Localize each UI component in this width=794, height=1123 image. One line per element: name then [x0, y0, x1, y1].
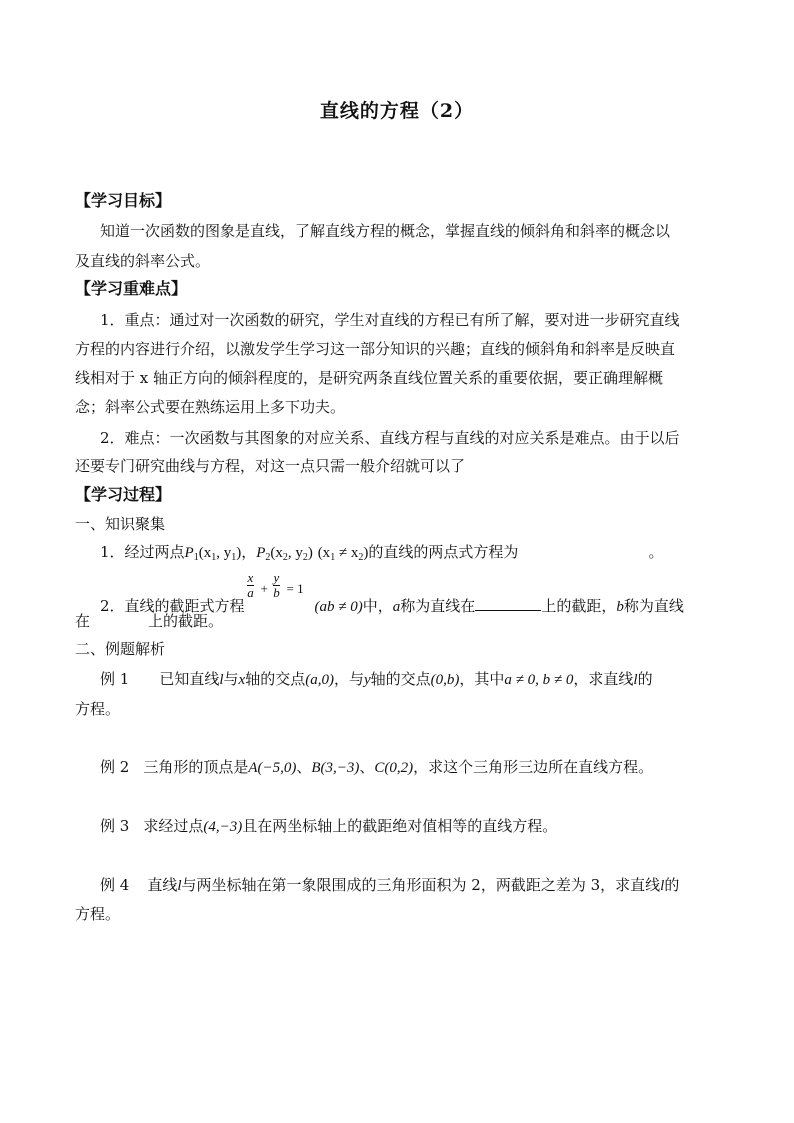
condition-x1-neq-x2: $(x_1 \ne x_2)$	[317, 545, 369, 563]
item2-prefix: 2．直线的截距式方程	[100, 597, 245, 615]
key-points-line-3: 线相对于 x 轴正方向的倾斜程度的，是研究两条直线位置关系的重要依据，要正确理解概	[75, 369, 663, 387]
knowledge-item-1	[100, 541, 730, 569]
key-points-line-1: 1．重点：通过对一次函数的研究，学生对直线的方程已有所了解，要对进一步研究直线	[100, 311, 680, 329]
key-points-line-5: 2．难点：一次函数与其图象的对应关系、直线方程与直线的对应关系是难点。由于以后	[100, 429, 680, 447]
item1-suffix: 的直线的两点式方程为	[368, 543, 519, 561]
example-1-cont: 方程。	[75, 700, 121, 718]
example-1: 例 1 已知直线l与x轴的交点(a,0)，与y轴的交点(0,b)，其中a ≠ 0, b ≠ 0，求直线l的	[100, 670, 653, 688]
intercept-formula: $\frac{x}{a}$ + $\frac{y}{b}$ = 1	[247, 570, 304, 600]
frac-y-over-b: $\frac{y}{b}$	[273, 570, 280, 600]
example-4: 例 4 直线l与两坐标轴在第一象限围成的三角形面积为 2，两截距之差为 3，求直线l的	[100, 876, 680, 894]
condition-ab-neq-0: (ab ≠ 0)	[314, 599, 363, 615]
section-heading-key-points: 【学习重难点】	[75, 279, 188, 298]
item1-prefix: 1．经过两点	[100, 543, 185, 561]
item1-sep: ，	[241, 543, 257, 561]
point-p2-formula: $P_2(x_2$, $y_2$)	[256, 545, 313, 563]
example-2-label: 例 2	[100, 758, 130, 776]
frac-x-over-a: $\frac{x}{a}$	[247, 570, 254, 600]
example-4-label: 例 4	[100, 876, 130, 894]
objectives-line-2: 及直线的斜率公式。	[75, 252, 211, 270]
objectives-line-1: 知道一次函数的图象是直线，了解直线方程的概念，掌握直线的倾斜角和斜率的概念以	[100, 222, 671, 240]
section-heading-objectives: 【学习目标】	[75, 191, 172, 210]
example-4-cont: 方程。	[75, 905, 121, 923]
part2-heading: 二、例题解析	[75, 640, 166, 658]
example-2: 例 2 三角形的顶点是A(−5,0)、B(3,−3)、C(0,2)，求这个三角形三边所在直线方程。	[100, 758, 654, 776]
item1-end: 。	[648, 543, 664, 561]
example-1-label: 例 1	[100, 670, 130, 688]
section-heading-process: 【学习过程】	[75, 485, 172, 504]
point-p1-formula: $P_1(x_1$, $y_1$)	[184, 545, 242, 563]
key-points-line-6: 还要专门研究曲线与方程，对这一点只需一般介绍就可以了	[75, 457, 466, 475]
key-points-line-2: 方程的内容进行介绍，以激发学生学习这一部分知识的兴趣；直线的倾斜角和斜率是反映直	[75, 340, 676, 358]
page-title: 直线的方程（2）	[319, 100, 475, 122]
knowledge-item-2-cont: 在 上的截距。	[75, 612, 224, 630]
example-3: 例 3 求经过点(4,−3)且在两坐标轴上的截距绝对值相等的直线方程。	[100, 817, 558, 835]
key-points-line-4: 念；斜率公式要在熟练运用上多下功夫。	[75, 398, 346, 416]
knowledge-item-2: 2．直线的截距式方程 $\frac{x}{a}$ + $\frac{y}{b}$ = 1 (ab ≠ 0)中，a称为直线在 上的截距，b称为直线	[100, 570, 684, 615]
part1-heading: 一、知识聚集	[75, 515, 166, 533]
example-3-label: 例 3	[100, 817, 130, 835]
